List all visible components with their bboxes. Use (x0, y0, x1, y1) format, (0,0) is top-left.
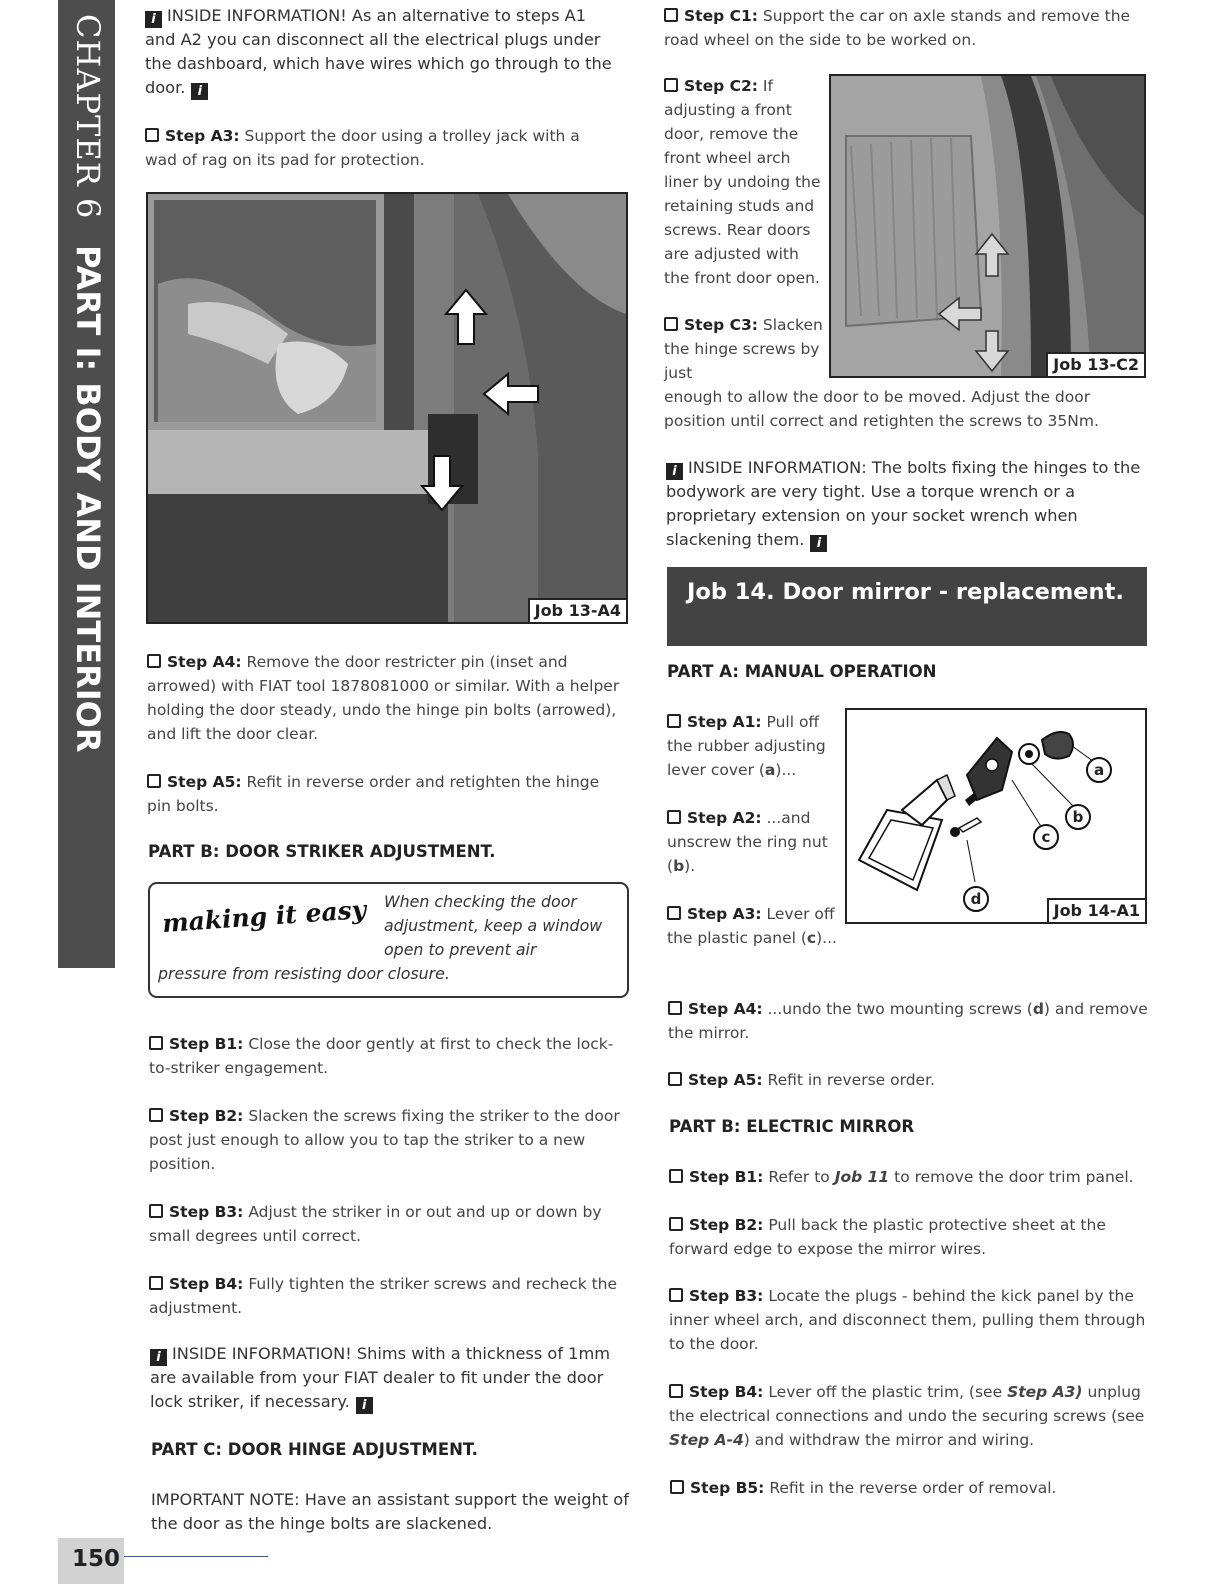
photo-caption: Job 13-C2 (1046, 352, 1144, 376)
step-c2: Step C2: If adjusting a front door, remove the front wheel arch liner by undoing the retaining studs and screws. Rear doors are adjusted with the front door open. (664, 77, 821, 287)
step-b1-mirror: Step B1: Refer to Job 11 to remove the door trim panel. (669, 1165, 1149, 1189)
checkbox-icon (669, 1217, 683, 1231)
inside-info-icon: i (666, 463, 683, 480)
checkbox-icon (669, 1384, 683, 1398)
step-a1-mirror: Step A1: Pull off the rubber adjusting lever cover (a)... (667, 713, 826, 779)
photo-door-hinge (146, 192, 628, 624)
inside-info-end-icon: i (191, 83, 208, 100)
diagram-caption: Job 14-A1 (1047, 898, 1145, 922)
step-b5-mirror: Step B5: Refit in the reverse order of removal. (670, 1476, 1150, 1500)
checkbox-icon (667, 714, 681, 728)
job-14-banner: Job 14. Door mirror - replacement. (667, 567, 1147, 646)
inside-information-3: i INSIDE INFORMATION: The bolts fixing the hinges to the bodywork are very tight. Use a torque wrench or a proprietary extension on your socket wrench when slackening them. i (666, 458, 1141, 551)
step-b4-mirror: Step B4: Lever off the plastic trim, (see Step A3) unplug the electrical connections and undo the securing screws (see Step A-4) and withdraw the mirror and wiring. (669, 1383, 1145, 1449)
checkbox-icon (667, 810, 681, 824)
mirror-diagram-drawing (847, 710, 1145, 922)
inside-information-1: i INSIDE INFORMATION! As an alternative to steps A1 and A2 you can disconnect all the electrical plugs under the dashboard, which have wires which go through to the door. i (145, 6, 612, 99)
step-b2-mirror: Step B2: Pull back the plastic protective sheet at the forward edge to expose the mirror wires. (669, 1216, 1106, 1258)
step-c1: Step C1: Support the car on axle stands and remove the road wheel on the side to be worked on. (664, 7, 1131, 49)
checkbox-icon (149, 1108, 163, 1122)
checkbox-icon (149, 1204, 163, 1218)
page-number-rule (124, 1556, 268, 1557)
step-b3-mirror: Step B3: Locate the plugs - behind the kick panel by the inner wheel arch, and disconnect them, pulling them through to the door. (669, 1287, 1146, 1353)
part-label: PART I: BODY AND INTERIOR (69, 245, 107, 753)
step-b3: Step B3: Adjust the striker in or out and up or down by small degrees until correct. (149, 1203, 602, 1245)
checkbox-icon (669, 1169, 683, 1183)
diagram-label-c: c (1033, 824, 1059, 850)
step-a5: Step A5: Refit in reverse order and retighten the hinge pin bolts. (147, 773, 600, 815)
mirror-exploded-diagram (845, 708, 1147, 924)
making-it-easy-logo: making it easy (161, 894, 368, 939)
step-b2: Step B2: Slacken the screws fixing the striker to the door post just enough to allow you to tap the striker to a new position. (149, 1107, 620, 1173)
inside-info-end-icon: i (356, 1397, 373, 1414)
photo-caption: Job 13-A4 (528, 598, 626, 622)
step-b1: Step B1: Close the door gently at first to check the lock-to-striker engagement. (149, 1035, 614, 1077)
checkbox-icon (670, 1480, 684, 1494)
inside-information-2: i INSIDE INFORMATION! Shims with a thickness of 1mm are available from your FIAT dealer to fit under the door lock striker, if necessary. i (150, 1344, 611, 1413)
part-b-electric-heading: PART B: ELECTRIC MIRROR (669, 1117, 915, 1136)
important-note: IMPORTANT NOTE: Have an assistant support the weight of the door as the hinge bolts are slackened. (151, 1490, 629, 1533)
checkbox-icon (664, 8, 678, 22)
checkbox-icon (668, 1001, 682, 1015)
step-a4-mirror: Step A4: ...undo the two mounting screws (d) and remove the mirror. (668, 1000, 1148, 1042)
diagram-label-d: d (963, 886, 989, 912)
checkbox-icon (145, 128, 159, 142)
part-a-heading: PART A: MANUAL OPERATION (667, 662, 937, 681)
door-hinge-photo-image (148, 194, 626, 622)
checkbox-icon (147, 654, 161, 668)
step-c3-wrap: Step C3: Slacken the hinge screws by just (664, 316, 823, 382)
part-b-heading: PART B: DOOR STRIKER ADJUSTMENT. (148, 842, 496, 861)
checkbox-icon (664, 78, 678, 92)
inside-info-icon: i (145, 11, 162, 28)
tip-text: When checking the door adjustment, keep a window open to prevent air pressure from resisting door closure. (158, 892, 603, 983)
step-a4: Step A4: Remove the door restricter pin (inset and arrowed) with FIAT tool 1878081000 or similar. With a helper holding the door steady, undo the hinge pin bolts (arrowed), and lift the door clear. (147, 653, 620, 743)
step-c3-continued: enough to allow the door to be moved. Adjust the door position until correct and retighten the screws to 35Nm. (664, 388, 1099, 430)
page-number: 150 (58, 1538, 124, 1584)
inside-info-icon: i (150, 1349, 167, 1366)
checkbox-icon (149, 1276, 163, 1290)
chapter-title (64, 14, 112, 964)
making-it-easy-box (148, 882, 629, 998)
inside-info-end-icon: i (810, 535, 827, 552)
step-a3-mirror: Step A3: Lever off the plastic panel (c)... (667, 905, 837, 947)
step-a3: Step A3: Support the door using a trolley jack with a wad of rag on its pad for protection. (145, 127, 580, 169)
chapter-label: CHAPTER 6 (69, 14, 107, 220)
step-a2-mirror: Step A2: ...and unscrew the ring nut (b). (667, 809, 828, 875)
checkbox-icon (667, 906, 681, 920)
checkbox-icon (147, 774, 161, 788)
wheel-arch-photo-image (831, 76, 1144, 376)
diagram-label-b: b (1065, 804, 1091, 830)
step-b4: Step B4: Fully tighten the striker screws and recheck the adjustment. (149, 1275, 618, 1317)
step-a5-mirror: Step A5: Refit in reverse order. (668, 1068, 1148, 1092)
checkbox-icon (664, 317, 678, 331)
checkbox-icon (668, 1072, 682, 1086)
part-c-heading: PART C: DOOR HINGE ADJUSTMENT. (151, 1440, 478, 1459)
checkbox-icon (669, 1288, 683, 1302)
diagram-label-a: a (1086, 757, 1112, 783)
photo-wheel-arch (829, 74, 1146, 378)
checkbox-icon (149, 1036, 163, 1050)
